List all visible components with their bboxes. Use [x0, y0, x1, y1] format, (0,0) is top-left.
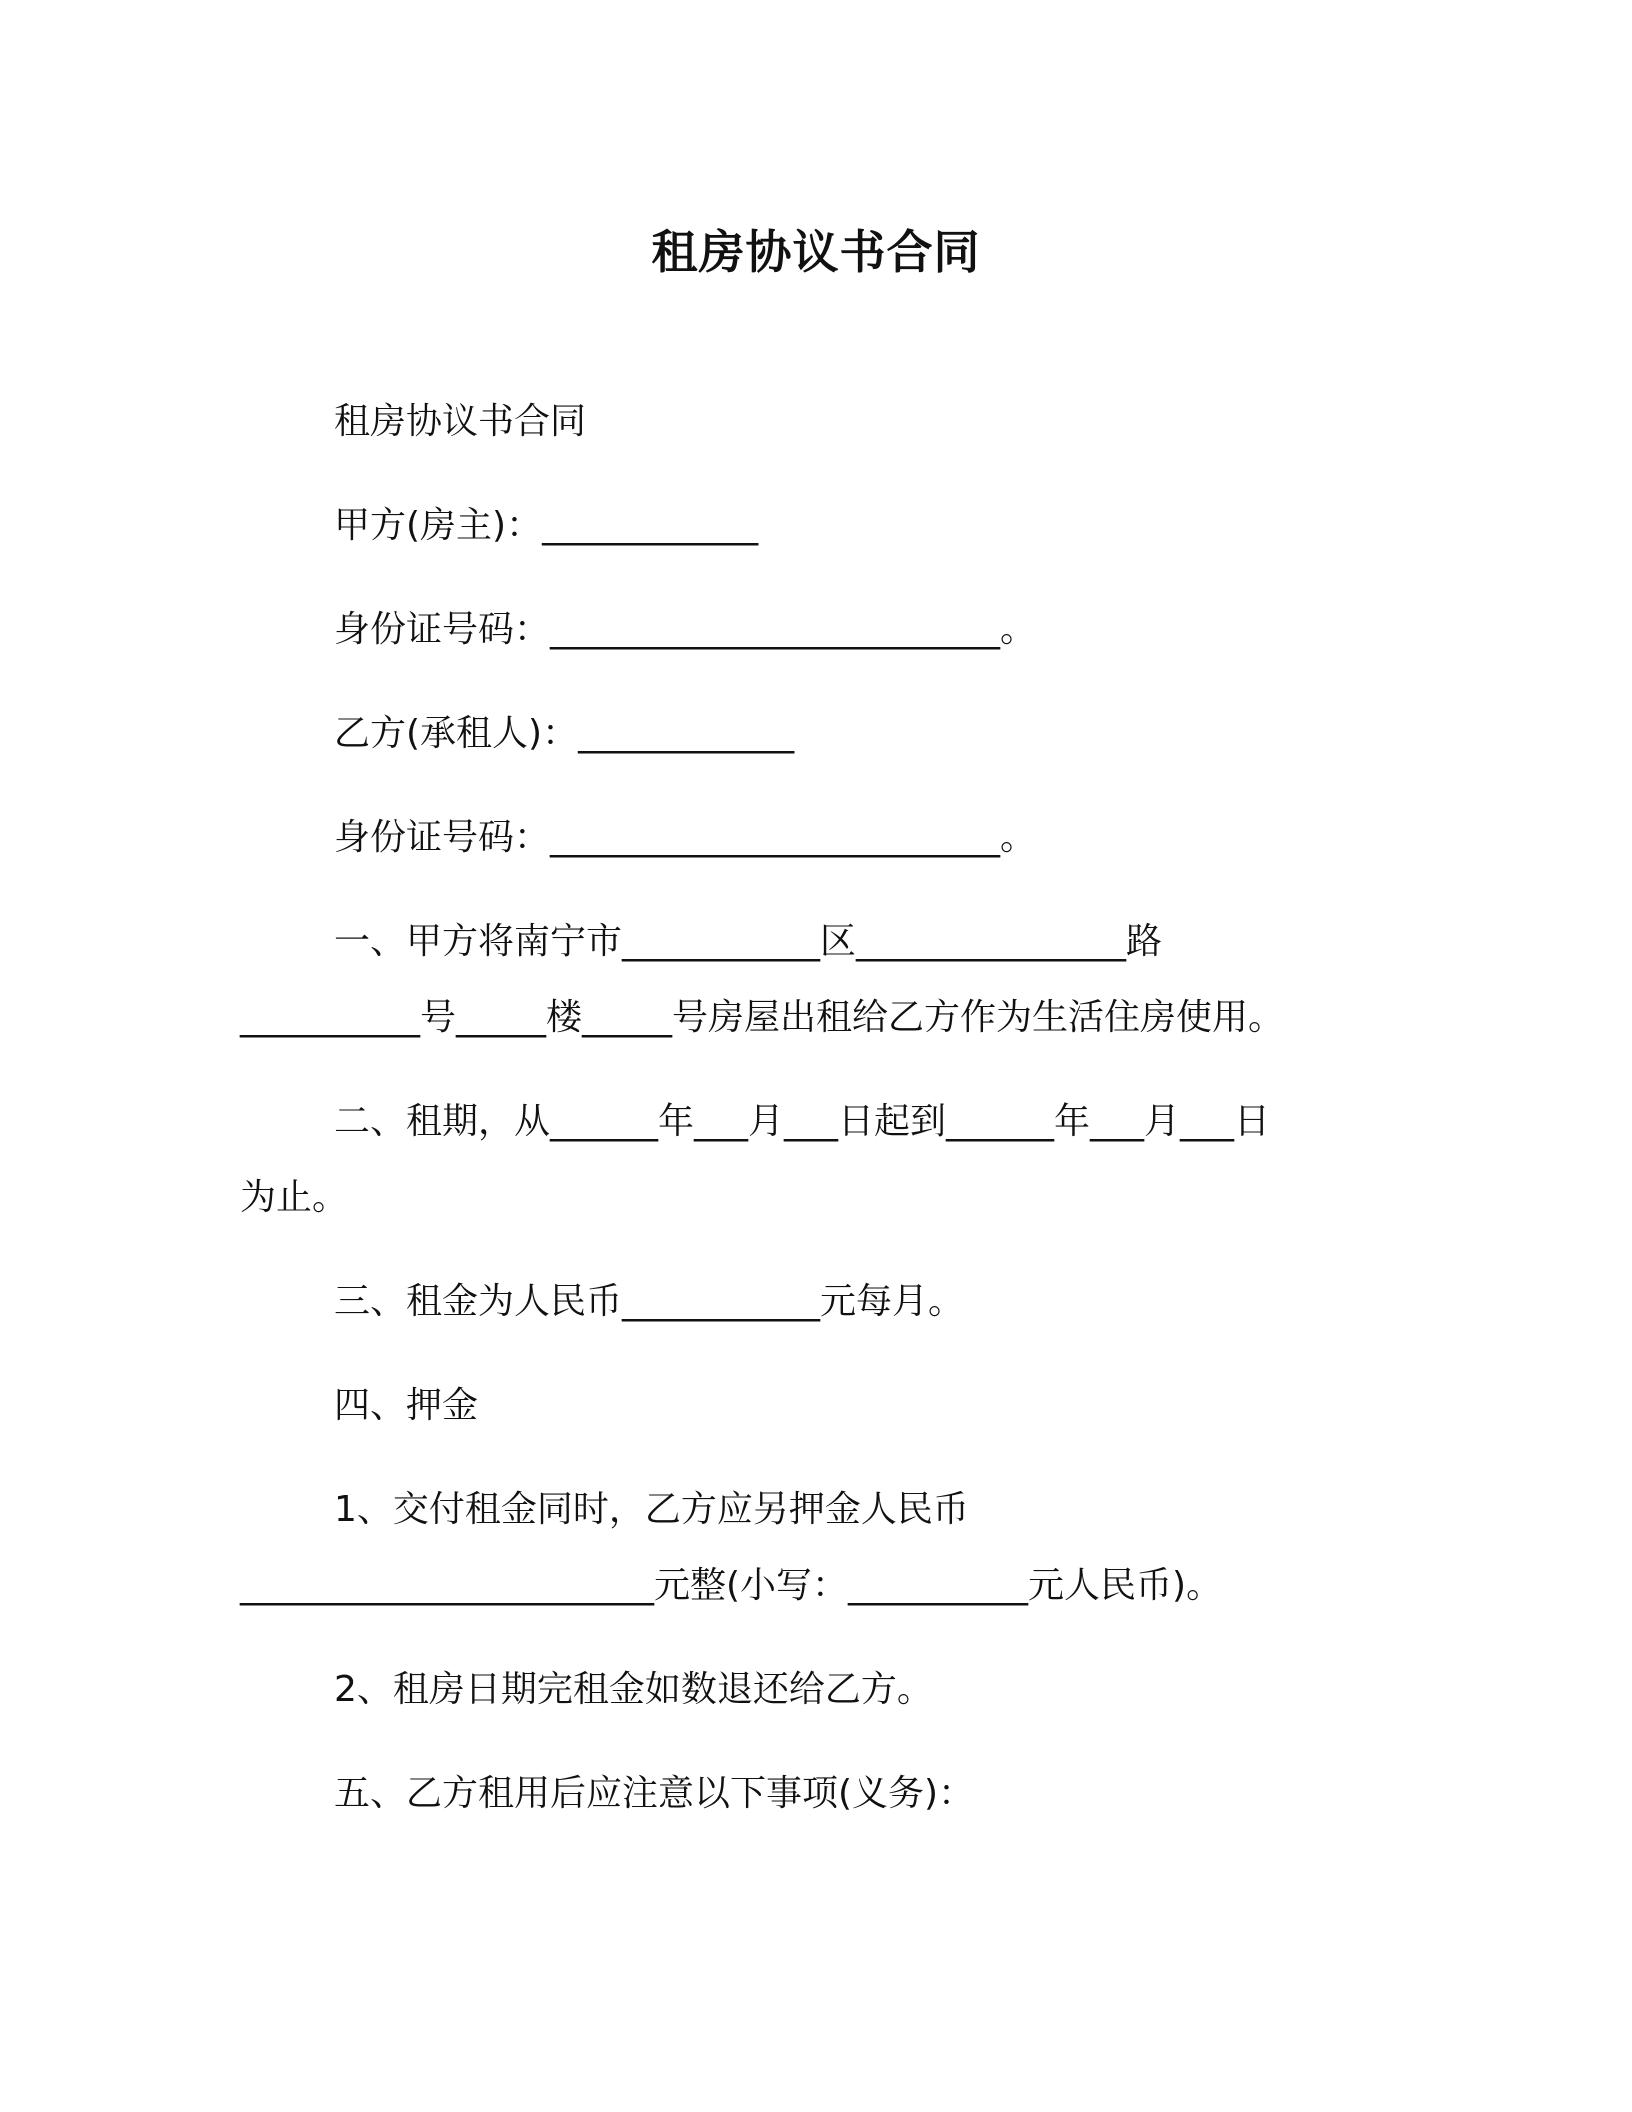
- clause-4-heading: 四、押金: [334, 1385, 479, 1426]
- clause-1-line-2: __________号_____楼_____号房屋出租给乙方作为生活住房使用。: [240, 997, 1285, 1038]
- clause-3-line: 三、租金为人民币___________元每月。: [334, 1281, 965, 1322]
- clause-4-2-line: 2、租房日期完租金如数退还给乙方。: [334, 1669, 933, 1710]
- clause-5-heading: 五、乙方租用后应注意以下事项(义务)：: [334, 1773, 975, 1814]
- clause-2-line-2: 为止。: [240, 1177, 349, 1218]
- party-a-line: 甲方(房主)：____________: [334, 505, 759, 546]
- party-a-id-line: 身份证号码：_________________________。: [334, 609, 1037, 650]
- clause-2-line-1: 二、租期，从______年___月___日起到______年___月___日: [334, 1101, 1271, 1142]
- party-b-line: 乙方(承租人)：____________: [334, 713, 795, 754]
- clause-1-line-1: 一、甲方将南宁市___________区_______________路: [334, 921, 1163, 962]
- clause-4-1-line-1: 1、交付租金同时，乙方应另押金人民币: [334, 1489, 969, 1530]
- party-b-id-line: 身份证号码：_________________________。: [334, 817, 1037, 858]
- subtitle-line: 租房协议书合同: [334, 401, 587, 442]
- clause-4-1-line-2: _______________________元整(小写：__________元人民币)。: [240, 1565, 1223, 1606]
- document-title: 租房协议书合同: [651, 225, 981, 279]
